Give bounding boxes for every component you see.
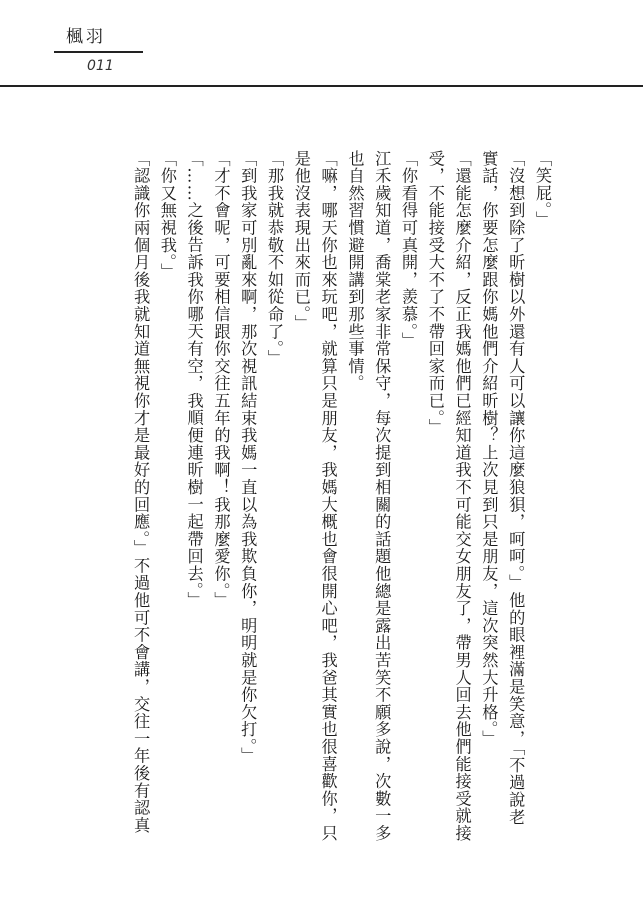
text-line: 「還能怎麼介紹，反正我媽他們已經知道我不可能交女朋友了，帶男人回去他們能接受就接	[452, 150, 472, 842]
text-line: 「認識你兩個月後我就知道無視你才是最好的回應。」不過他可不會講，交往一年後有認真	[131, 150, 151, 834]
text-line: 實話，你要怎麼跟你媽他們介紹昕樹？上次見到只是朋友，這次突然大升格。」	[479, 150, 499, 748]
text-line: 「才不會呢，可要相信跟你交往五年的我啊！我那麼愛你。」	[211, 150, 231, 609]
header-rule	[0, 85, 643, 87]
text-line: 受，不能接受大不了不帶回家而已。」	[425, 150, 445, 436]
text-line: 「到我家可別亂來啊，那次視訊結束我媽一直以為我欺負你，明明就是你欠打。」	[238, 150, 258, 765]
text-line: 「沒想到除了昕樹以外還有人可以讓你這麼狼狽，呵呵。」他的眼裡滿是笑意，「不過說老	[506, 150, 526, 826]
header-underline	[54, 51, 143, 53]
header-author: 楓羽	[66, 27, 106, 47]
text-line: 「那我就恭敬不如從命了。」	[265, 150, 285, 367]
text-line: 「你看得可真開，羨慕。」	[399, 150, 419, 350]
page-number: 011	[87, 58, 114, 74]
text-line: 「你又無視我。」	[157, 150, 177, 281]
text-line: 江禾歲知道，喬棠老家非常保守，每次提到相關的話題他總是露出苦笑不願多說，次數一多	[372, 150, 392, 842]
text-line: 「……之後告訴我你哪天有空，我順便連昕樹一起帶回去。」	[184, 150, 204, 609]
text-line: 是他沒表現出來而已。」	[291, 150, 311, 333]
text-line: 也自然習慣避開講到那些事情。	[345, 150, 365, 393]
text-line: 「嘛，哪天你也來玩吧，就算只是朋友，我媽大概也會很開心吧，我爸其實也很喜歡你，只	[318, 150, 338, 842]
body-text	[126, 150, 555, 855]
text-line: 「笑屁。」	[533, 150, 552, 229]
